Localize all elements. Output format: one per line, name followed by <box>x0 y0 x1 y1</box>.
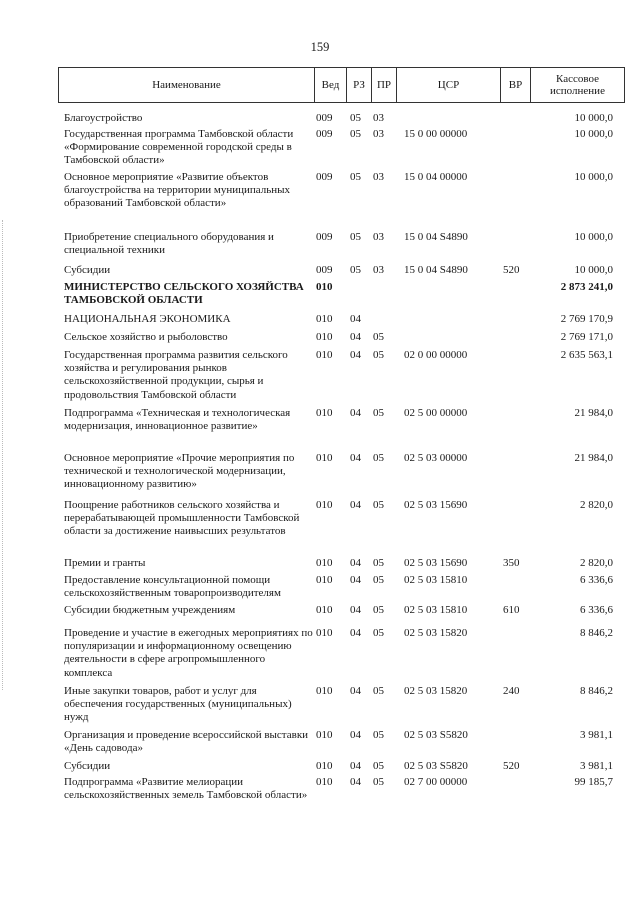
cell-name: Основное мероприятие «Прочие мероприятия по технической и технологической модернизации, инновационному развитию» <box>64 452 295 491</box>
cell-csr: 02 5 03 15820 <box>404 627 468 639</box>
cell-vr: 610 <box>503 604 520 616</box>
cell-rz: 05 <box>350 171 361 183</box>
cell-sum: 10 000,0 <box>574 112 613 124</box>
cell-vr: 240 <box>503 685 520 697</box>
header-pr: ПР <box>371 68 396 102</box>
cell-csr: 02 5 03 15820 <box>404 685 468 697</box>
cell-ved: 009 <box>316 171 333 183</box>
cell-csr: 02 5 03 15690 <box>404 499 468 511</box>
cell-ved: 010 <box>316 760 333 772</box>
cell-sum: 2 820,0 <box>580 499 613 511</box>
cell-sum: 2 820,0 <box>580 557 613 569</box>
cell-pr: 05 <box>373 407 384 419</box>
cell-ved: 010 <box>316 776 333 788</box>
header-name: Наименование <box>152 79 221 91</box>
cell-sum: 2 873 241,0 <box>560 281 613 293</box>
cell-rz: 04 <box>350 574 361 586</box>
cell-csr: 15 0 04 00000 <box>404 171 468 183</box>
cell-ved: 010 <box>316 574 333 586</box>
cell-name: Основное мероприятие «Развитие объектов благоустройства на территории муниципальных образований Тамбовской области» <box>64 171 291 210</box>
cell-sum: 6 336,6 <box>580 574 613 586</box>
cell-vr: 520 <box>503 760 520 772</box>
cell-ved: 010 <box>316 281 333 293</box>
cell-name: Организация и проведение всероссийской выставки «День садовода» <box>64 729 309 755</box>
cell-rz: 04 <box>350 349 361 361</box>
cell-ved: 010 <box>316 452 333 464</box>
cell-vr: 520 <box>503 264 520 276</box>
header-ved: Вед <box>314 68 346 102</box>
cell-rz: 04 <box>350 776 361 788</box>
cell-sum: 10 000,0 <box>574 128 613 140</box>
cell-pr: 05 <box>373 729 384 741</box>
cell-pr: 05 <box>373 499 384 511</box>
cell-ved: 010 <box>316 349 333 361</box>
cell-pr: 05 <box>373 574 384 586</box>
cell-rz: 04 <box>350 452 361 464</box>
header-sum: Кассовое исполнение <box>530 68 624 102</box>
cell-name: Сельское хозяйство и рыболовство <box>64 331 228 343</box>
cell-csr: 15 0 00 00000 <box>404 128 468 140</box>
cell-pr: 05 <box>373 557 384 569</box>
cell-pr: 05 <box>373 627 384 639</box>
cell-name: Государственная программа развития сельского хозяйства и регулирования рынков сельскохозяйственной продукции, сырья и продовольствия Тамбовской области <box>64 349 288 401</box>
cell-ved: 010 <box>316 331 333 343</box>
cell-csr: 02 7 00 00000 <box>404 776 468 788</box>
cell-csr: 02 0 00 00000 <box>404 349 468 361</box>
cell-name: Государственная программа Тамбовской области «Формирование современной городской среды в Тамбовской области» <box>64 128 294 167</box>
cell-rz: 05 <box>350 112 361 124</box>
binding-margin <box>2 220 9 690</box>
cell-sum: 3 981,1 <box>580 760 613 772</box>
cell-pr: 03 <box>373 231 384 243</box>
cell-sum: 2 769 170,9 <box>560 313 613 325</box>
cell-ved: 010 <box>316 499 333 511</box>
cell-pr: 05 <box>373 349 384 361</box>
cell-sum: 2 635 563,1 <box>560 349 613 361</box>
cell-rz: 04 <box>350 499 361 511</box>
cell-csr: 15 0 04 S4890 <box>404 231 468 243</box>
cell-pr: 05 <box>373 685 384 697</box>
cell-name: Предоставление консультационной помощи сельскохозяйственным товаропроизводителям <box>64 574 281 600</box>
table-header <box>58 67 625 103</box>
cell-vr: 350 <box>503 557 520 569</box>
cell-pr: 05 <box>373 452 384 464</box>
cell-rz: 05 <box>350 128 361 140</box>
header-csr: ЦСР <box>396 68 500 102</box>
cell-name: Поощрение работников сельского хозяйства и перерабатывающей промышленности Тамбовской области за достижение наивысших результатов <box>64 499 300 538</box>
cell-pr: 03 <box>373 112 384 124</box>
cell-ved: 010 <box>316 729 333 741</box>
header-rz: РЗ <box>346 68 371 102</box>
cell-sum: 99 185,7 <box>574 776 613 788</box>
cell-rz: 04 <box>350 685 361 697</box>
cell-name: НАЦИОНАЛЬНАЯ ЭКОНОМИКА <box>64 313 231 325</box>
cell-name: Приобретение специального оборудования и специальной техники <box>64 231 274 257</box>
cell-sum: 6 336,6 <box>580 604 613 616</box>
cell-ved: 010 <box>316 557 333 569</box>
cell-sum: 21 984,0 <box>574 407 613 419</box>
header-vr: ВР <box>500 68 530 102</box>
cell-pr: 03 <box>373 171 384 183</box>
cell-name: Проведение и участие в ежегодных мероприятиях по популяризации и информационному освещению деятельности в сфере агропромышленного комплекса <box>64 627 313 679</box>
cell-ved: 009 <box>316 128 333 140</box>
cell-name: Иные закупки товаров, работ и услуг для обеспечения государственных (муниципальных) нужд <box>64 685 292 724</box>
cell-rz: 04 <box>350 313 361 325</box>
cell-name: Подпрограмма «Техническая и технологическая модернизация, инновационное развитие» <box>64 407 291 433</box>
cell-ved: 009 <box>316 264 333 276</box>
cell-name: Субсидии <box>64 264 111 276</box>
cell-name: Субсидии бюджетным учреждениям <box>64 604 236 616</box>
cell-ved: 009 <box>316 112 333 124</box>
cell-name: Благоустройство <box>64 112 143 124</box>
cell-csr: 02 5 03 15810 <box>404 604 468 616</box>
cell-rz: 04 <box>350 627 361 639</box>
cell-name: МИНИСТЕРСТВО СЕЛЬСКОГО ХОЗЯЙСТВА ТАМБОВСКОЙ ОБЛАСТИ <box>64 281 304 307</box>
cell-rz: 04 <box>350 331 361 343</box>
cell-pr: 05 <box>373 760 384 772</box>
cell-pr: 05 <box>373 776 384 788</box>
cell-csr: 02 5 00 00000 <box>404 407 468 419</box>
page-number: 159 <box>310 40 330 54</box>
cell-ved: 010 <box>316 604 333 616</box>
cell-sum: 2 769 171,0 <box>560 331 613 343</box>
cell-pr: 05 <box>373 604 384 616</box>
cell-pr: 03 <box>373 128 384 140</box>
cell-name: Премии и гранты <box>64 557 146 569</box>
cell-rz: 04 <box>350 557 361 569</box>
cell-csr: 02 5 03 00000 <box>404 452 468 464</box>
cell-ved: 010 <box>316 407 333 419</box>
cell-sum: 10 000,0 <box>574 171 613 183</box>
cell-sum: 10 000,0 <box>574 264 613 276</box>
cell-ved: 010 <box>316 627 333 639</box>
cell-rz: 04 <box>350 604 361 616</box>
cell-rz: 04 <box>350 760 361 772</box>
cell-sum: 3 981,1 <box>580 729 613 741</box>
cell-rz: 05 <box>350 264 361 276</box>
cell-name: Субсидии <box>64 760 111 772</box>
cell-ved: 010 <box>316 313 333 325</box>
cell-pr: 05 <box>373 331 384 343</box>
cell-rz: 04 <box>350 407 361 419</box>
cell-pr: 03 <box>373 264 384 276</box>
cell-ved: 010 <box>316 685 333 697</box>
cell-csr: 15 0 04 S4890 <box>404 264 468 276</box>
cell-sum: 8 846,2 <box>580 685 613 697</box>
cell-csr: 02 5 03 S5820 <box>404 729 468 741</box>
cell-rz: 04 <box>350 729 361 741</box>
cell-ved: 009 <box>316 231 333 243</box>
cell-sum: 21 984,0 <box>574 452 613 464</box>
cell-csr: 02 5 03 15810 <box>404 574 468 586</box>
cell-sum: 10 000,0 <box>574 231 613 243</box>
cell-csr: 02 5 03 15690 <box>404 557 468 569</box>
cell-name: Подпрограмма «Развитие мелиорации сельскохозяйственных земель Тамбовской области» <box>64 776 308 802</box>
cell-csr: 02 5 03 S5820 <box>404 760 468 772</box>
cell-rz: 05 <box>350 231 361 243</box>
cell-sum: 8 846,2 <box>580 627 613 639</box>
